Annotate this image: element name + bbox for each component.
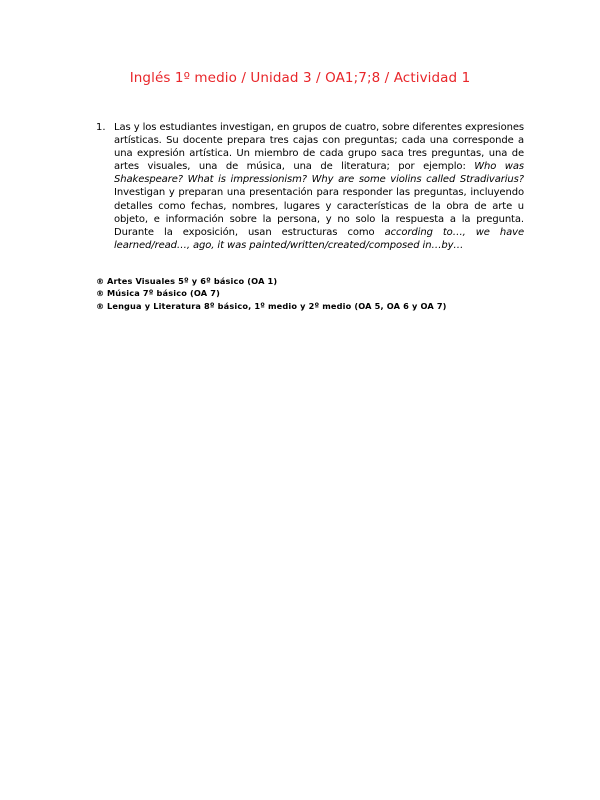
page-title: Inglés 1º medio / Unidad 3 / OA1;7;8 / Actividad 1	[129, 70, 471, 86]
activity-number: 1.	[96, 122, 106, 133]
activity-item	[96, 121, 524, 252]
connection-item	[96, 287, 536, 299]
activity-example-questions: Who was Shakespeare? What is impressionism? Why are some violins called Stradivarius?	[114, 161, 525, 186]
subject-connections-list	[96, 275, 536, 312]
connection-item	[96, 275, 536, 287]
connection-label: Lengua y Literatura 8º básico, 1º medio y 2º medio (OA 5, OA 6 y OA 7)	[107, 300, 447, 311]
registered-mark-icon: ®	[96, 276, 105, 286]
connection-item	[96, 300, 536, 312]
registered-mark-icon: ®	[96, 288, 105, 299]
connection-label: Artes Visuales 5º y 6º básico (OA 1)	[107, 276, 278, 286]
activity-example-structures: according to…, we have learned/read…, ago, it was painted/written/created/composed in…by…	[114, 226, 524, 251]
activity-text-part1: Las y los estudiantes investigan, en grupos de cuatro, sobre diferentes expresiones artísticas. Su docente prepara tres cajas con preguntas; cada una corresponde a una expresión artística. Un miembro de cada grupo saca tres preguntas, una de artes visuales, una de música, una de literatura; por ejemplo:	[114, 122, 524, 173]
registered-mark-icon: ®	[96, 300, 105, 311]
activity-text-part2: Investigan y preparan una presentación para responder las preguntas, incluyendo detalles como fechas, nombres, lugares y características de la obra de arte u objeto, e información sobre la persona, y no solo la respuesta a la pregunta. Durante la exposición, usan estructuras como	[114, 187, 524, 238]
activity-description	[114, 121, 524, 252]
connection-label: Música 7º básico (OA 7)	[107, 288, 221, 299]
